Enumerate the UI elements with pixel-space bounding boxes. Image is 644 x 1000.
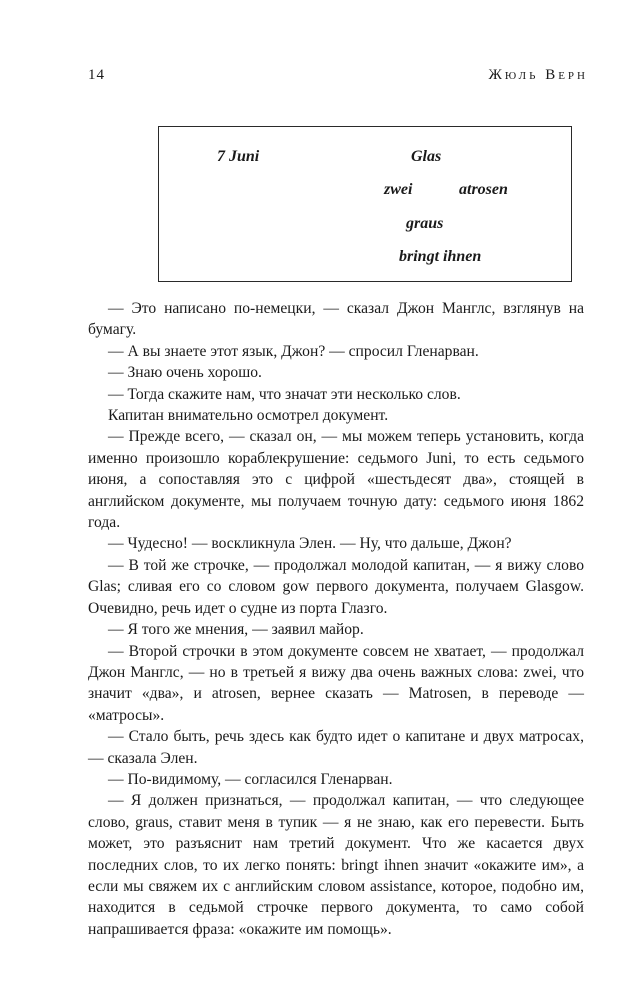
paragraph: Капитан внимательно осмотрел документ.: [108, 407, 389, 425]
fragment-zwei: zwei: [384, 181, 413, 198]
fragment-atrosen: atrosen: [459, 181, 508, 198]
fragment-graus: graus: [406, 215, 444, 232]
paragraph: — Тогда скажите нам, что значат эти несколько слов.: [108, 385, 461, 403]
fragment-date: 7 Juni: [217, 148, 260, 165]
paragraph: — А вы знаете этот язык, Джон? — спросил Гленарван.: [108, 342, 479, 360]
paragraph: — Чудесно! — воскликнула Элен. — Ну, что дальше, Джон?: [108, 535, 512, 553]
paragraph: — По-видимому, — согласился Гленарван.: [108, 770, 393, 788]
paragraph: — Знаю очень хорошо.: [108, 364, 262, 382]
page-number: 14: [88, 67, 105, 83]
running-head: Жюль Верн: [488, 67, 588, 83]
body-text: [88, 298, 584, 940]
document-fragment-box: [158, 126, 572, 282]
paragraph: — Я того же мнения, — заявил майор.: [108, 621, 364, 639]
paragraph: — Второй строчки в этом документе совсем не хватает, — продолжал Джон Манглс, — но в третьей я вижу два очень важных слова: zwei, что значит «два», и atrosen, вернее сказать — Matrosen, в переводе — «матросы».: [88, 642, 584, 724]
paragraph: — Это написано по-немецки, — сказал Джон Манглс, взглянув на бумагу.: [88, 300, 584, 339]
paragraph: — В той же строчке, — продолжал молодой капитан, — я вижу слово Glas; сливая его со словом gow первого документа, получаем Glasgow. Очевидно, речь идет о судне из порта Глазго.: [88, 556, 584, 617]
fragment-glas: Glas: [411, 148, 442, 165]
paragraph: — Прежде всего, — сказал он, — мы можем теперь установить, когда именно произошло кораблекрушение: седьмого Juni, то есть седьмого июня, а сопоставляя это с цифрой «шестьдесят два», стоящей в английском документе, мы получаем точную дату: седьмого июня 1862 года.: [88, 428, 584, 532]
paragraph: — Стало быть, речь здесь как будто идет о капитане и двух матросах, — сказала Элен.: [88, 728, 584, 767]
fragment-bringt-ihnen: bringt ihnen: [399, 248, 482, 265]
paragraph: — Я должен признаться, — продолжал капитан, — что следующее слово, graus, ставит меня в тупик — я не знаю, как его перевести. Быть может, это разъяснит нам третий документ. Что же касается двух последних слов, то их легко понять: bringt ihnen значит «окажите им», а если мы свяжем их с английским словом assistance, которое, подобно им, находится в седьмой строчке первого документа, то само собой напрашивается фраза: «окажите им помощь».: [88, 792, 584, 938]
